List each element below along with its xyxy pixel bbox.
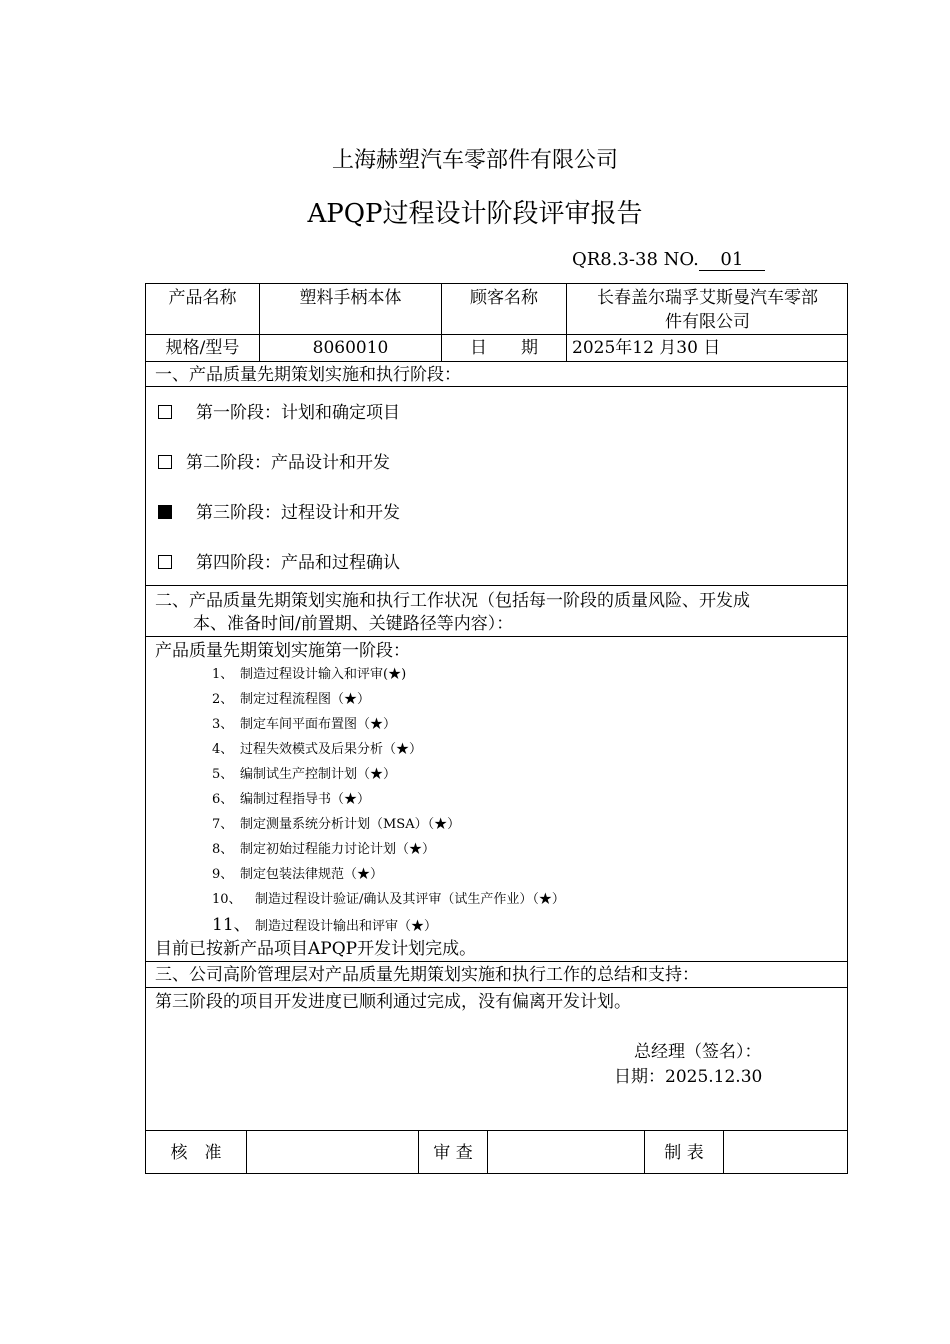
section2-intro: 产品质量先期策划实施第一阶段： bbox=[155, 641, 410, 661]
date-label: 日 期 bbox=[470, 338, 538, 358]
spec-value: 8060010 bbox=[312, 338, 389, 358]
section3-heading: 三、公司高阶管理层对产品质量先期策划实施和执行工作的总结和支持： bbox=[155, 965, 699, 985]
list-item-number: 9、 bbox=[212, 867, 234, 882]
list-item-number: 6、 bbox=[212, 792, 234, 807]
list-item bbox=[212, 889, 565, 911]
list-item-text: 制定车间平面布置图（★） bbox=[240, 717, 397, 732]
section3-content: 第三阶段的项目开发进度已顺利通过完成，没有偏离开发计划。 bbox=[155, 992, 631, 1012]
approve-label: 核 准 bbox=[170, 1143, 222, 1163]
report-title: APQP过程设计阶段评审报告 bbox=[307, 199, 643, 229]
row-divider bbox=[145, 334, 848, 335]
list-item bbox=[212, 739, 422, 761]
row-divider bbox=[145, 987, 848, 988]
list-item-number: 7、 bbox=[212, 817, 234, 832]
list-item bbox=[212, 814, 460, 836]
list-item bbox=[212, 864, 383, 886]
list-item-text: 制定包装法律规范（★） bbox=[240, 867, 384, 882]
list-item bbox=[212, 689, 370, 711]
phase-label: 第四阶段：产品和过程确认 bbox=[196, 553, 400, 573]
list-item-text: 编制试生产控制计划（★） bbox=[240, 767, 397, 782]
product-name-value: 塑料手柄本体 bbox=[299, 288, 402, 308]
checkbox-empty-icon bbox=[158, 405, 172, 419]
section2-conclusion: 目前已按新产品项目APQP开发计划完成。 bbox=[155, 939, 477, 959]
doc-code: QR8.3-38 NO. bbox=[572, 249, 699, 270]
phase-item bbox=[158, 402, 400, 424]
list-item-text: 制定初始过程能力讨论计划（★） bbox=[240, 842, 436, 857]
product-name-label: 产品名称 bbox=[168, 288, 237, 308]
customer-label: 顾客名称 bbox=[470, 288, 538, 308]
phase-label: 第二阶段：产品设计和开发 bbox=[186, 453, 390, 473]
phase-label: 第一阶段：计划和确定项目 bbox=[196, 403, 400, 423]
phase-item bbox=[158, 452, 390, 474]
list-item-text: 制定过程流程图（★） bbox=[240, 692, 371, 707]
list-item-number: 10、 bbox=[212, 892, 242, 907]
customer-value-line1: 长春盖尔瑞孚艾斯曼汽车零部 bbox=[597, 288, 818, 308]
list-item bbox=[212, 914, 437, 938]
document-number bbox=[572, 249, 765, 271]
section1-heading: 一、产品质量先期策划实施和执行阶段： bbox=[155, 365, 461, 385]
doc-serial: 01 bbox=[699, 249, 765, 271]
list-item bbox=[212, 714, 396, 736]
list-item-text: 制定测量系统分析计划（MSA）（★） bbox=[240, 817, 461, 832]
date-value: 2025年12 月30 日 bbox=[572, 338, 721, 358]
checkbox-empty-icon bbox=[158, 455, 172, 469]
phase-item bbox=[158, 502, 400, 524]
row-divider bbox=[145, 1130, 848, 1131]
col-divider bbox=[723, 1130, 724, 1174]
list-item-number: 1、 bbox=[212, 667, 234, 682]
list-item-number: 5、 bbox=[212, 767, 234, 782]
list-item-number: 2、 bbox=[212, 692, 234, 707]
company-name: 上海赫塑汽车零部件有限公司 bbox=[331, 148, 618, 173]
list-item-text: 制造过程设计输出和评审（★） bbox=[255, 919, 438, 934]
section2-heading-line2: 本、准备时间/前置期、关键路径等内容）： bbox=[193, 614, 514, 634]
checkbox-empty-icon bbox=[158, 555, 172, 569]
list-item-number: 11、 bbox=[212, 915, 251, 935]
list-item-text: 制造过程设计输入和评审(★) bbox=[240, 667, 407, 682]
list-item-text: 制造过程设计验证/确认及其评审（试生产作业）（★） bbox=[255, 892, 565, 907]
row-divider bbox=[145, 386, 848, 387]
row-divider bbox=[145, 361, 848, 362]
row-divider bbox=[145, 961, 848, 962]
col-divider bbox=[246, 1130, 247, 1174]
list-item bbox=[212, 789, 370, 811]
review-label: 审 查 bbox=[433, 1143, 473, 1163]
checkbox-checked-icon bbox=[158, 505, 172, 519]
sign-date: 日期：2025.12.30 bbox=[614, 1067, 763, 1087]
row-divider bbox=[145, 636, 848, 637]
list-item-number: 4、 bbox=[212, 742, 234, 757]
prepare-label: 制 表 bbox=[664, 1143, 704, 1163]
row-divider bbox=[145, 585, 848, 586]
col-divider bbox=[487, 1130, 488, 1174]
list-item bbox=[212, 764, 396, 786]
list-item bbox=[212, 839, 435, 861]
signature-label: 总经理（签名）： bbox=[634, 1042, 762, 1062]
list-item-number: 3、 bbox=[212, 717, 234, 732]
phase-item bbox=[158, 552, 400, 574]
list-item-number: 8、 bbox=[212, 842, 234, 857]
list-item-text: 过程失效模式及后果分析（★） bbox=[240, 742, 423, 757]
section2-heading-line1: 二、产品质量先期策划实施和执行工作状况（包括每一阶段的质量风险、开发成 bbox=[155, 591, 750, 611]
spec-label: 规格/型号 bbox=[165, 338, 240, 358]
list-item bbox=[212, 664, 406, 686]
phase-label: 第三阶段：过程设计和开发 bbox=[196, 503, 400, 523]
list-item-text: 编制过程指导书（★） bbox=[240, 792, 371, 807]
customer-value-line2: 件有限公司 bbox=[665, 312, 750, 332]
